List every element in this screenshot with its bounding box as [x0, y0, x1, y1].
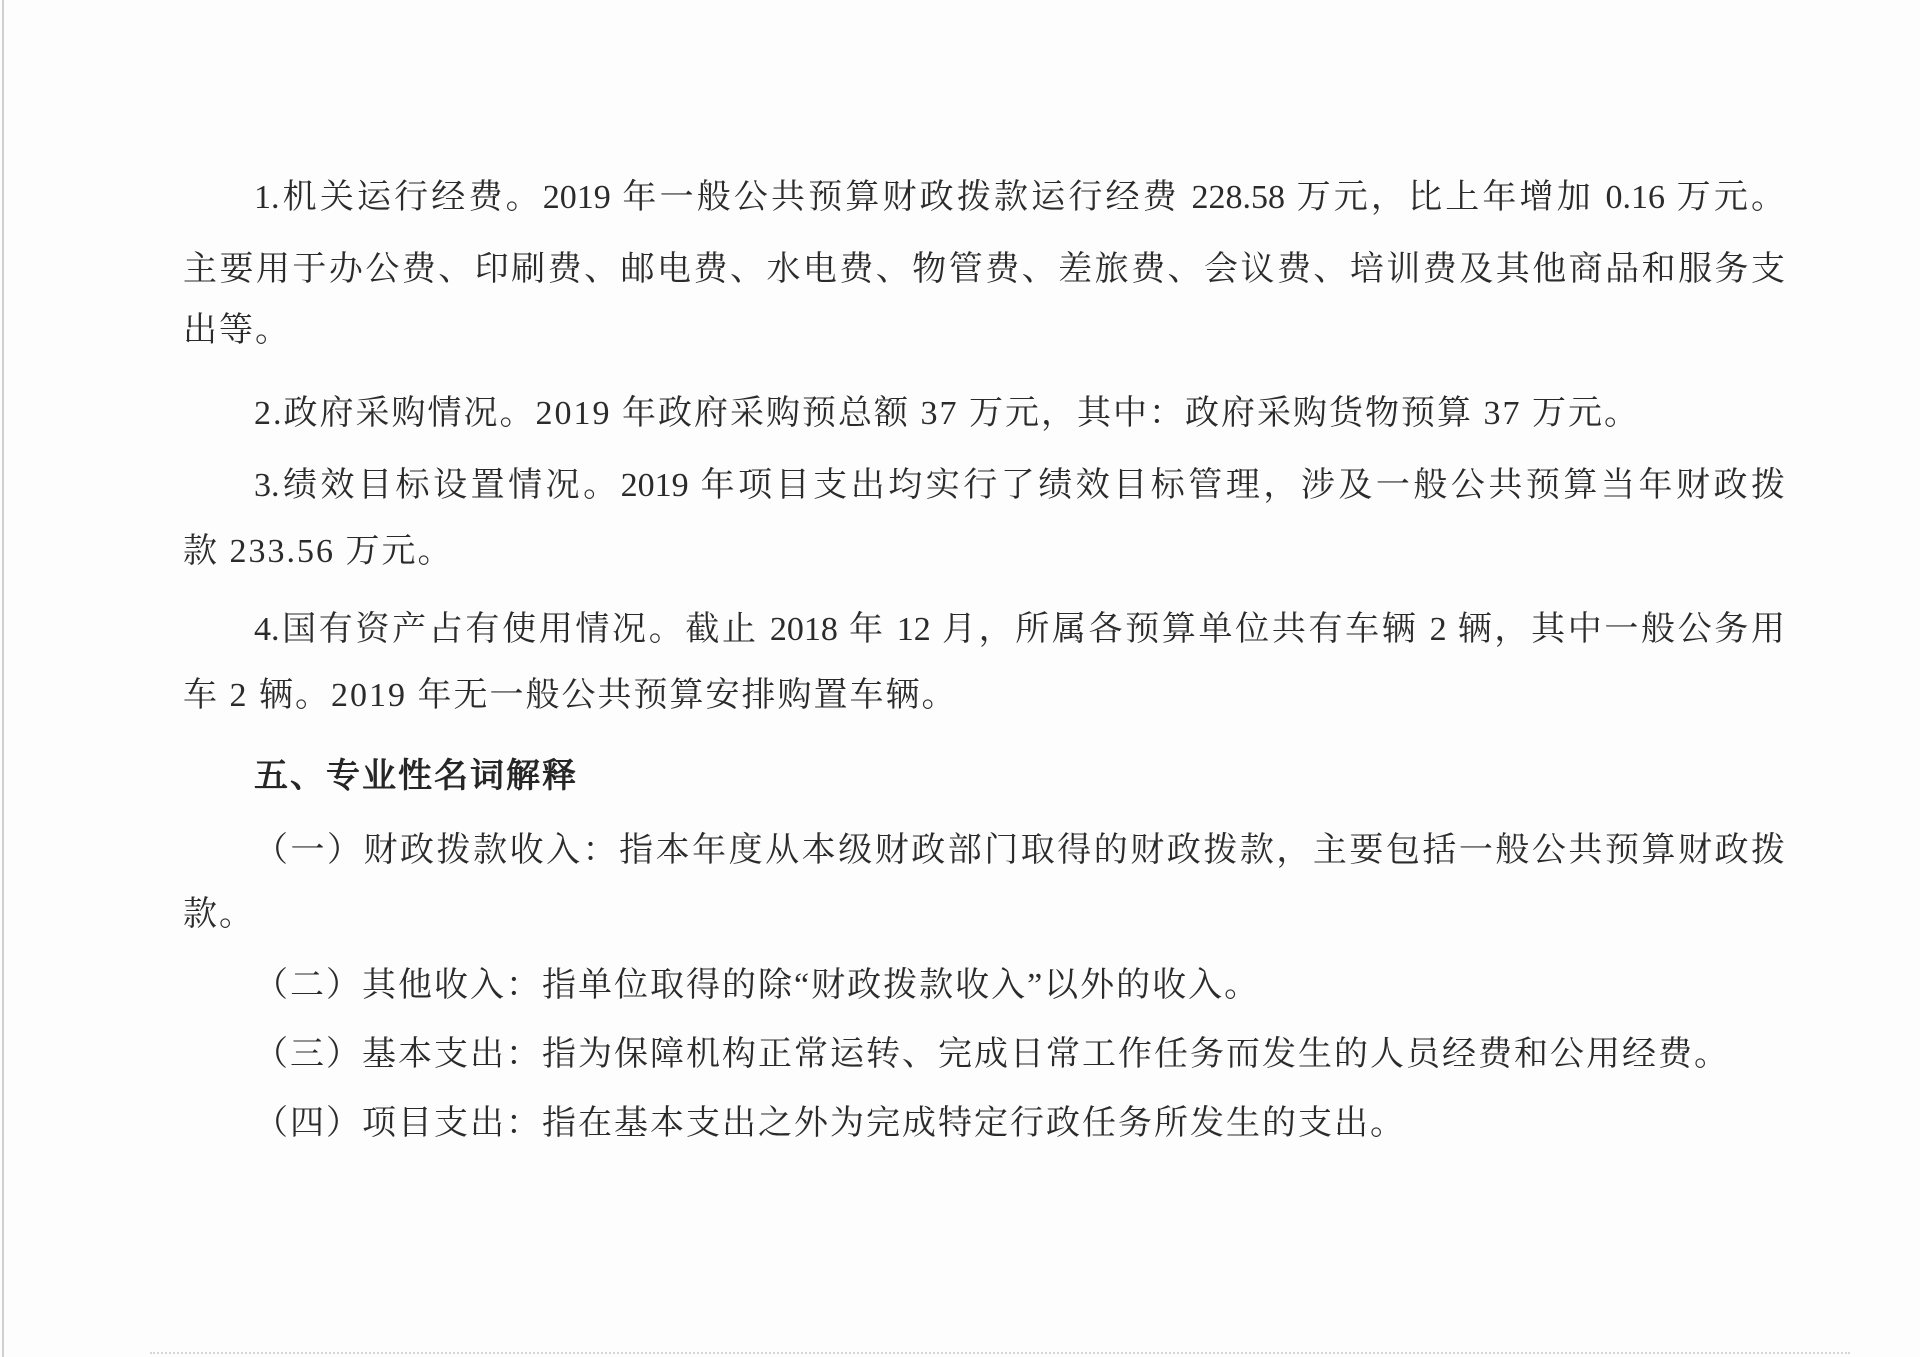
- paragraph-line: （三）基本支出：指为保障机构正常运转、完成日常工作任务而发生的人员经费和公用经费。: [254, 1036, 1730, 1073]
- scan-left-edge: [2, 0, 4, 1357]
- paragraph-line: （四）项目支出：指在基本支出之外为完成特定行政任务所发生的支出。: [254, 1105, 1406, 1142]
- paragraph-line: 款。: [183, 896, 255, 933]
- paragraph-line: 款 233.56 万元。: [183, 533, 454, 570]
- paragraph-line: 主要用于办公费、印刷费、邮电费、水电费、物管费、差旅费、会议费、培训费及其他商品和服务支: [183, 251, 1785, 288]
- scan-bottom-edge: [150, 1352, 1850, 1354]
- paragraph-line: 出等。: [183, 312, 291, 349]
- paragraph-line: 4.国有资产占有使用情况。截止 2018 年 12 月，所属各预算单位共有车辆 2 辆，其中一般公务用: [254, 611, 1785, 648]
- paragraph-line: 3.绩效目标设置情况。2019 年项目支出均实行了绩效目标管理，涉及一般公共预算当年财政拨: [254, 467, 1785, 504]
- paragraph-line: 车 2 辆。2019 年无一般公共预算安排购置车辆。: [183, 677, 958, 714]
- paragraph-line: （二）其他收入：指单位取得的除“财政拨款收入”以外的收入。: [254, 967, 1261, 1004]
- paragraph-line: 2.政府采购情况。2019 年政府采购预总额 37 万元，其中：政府采购货物预算 37 万元。: [254, 395, 1640, 432]
- section-heading: 五、专业性名词解释: [254, 756, 578, 796]
- paragraph-line: 1.机关运行经费。2019 年一般公共预算财政拨款运行经费 228.58 万元，比上年增加 0.16 万元。: [254, 179, 1785, 216]
- paragraph-line: （一）财政拨款收入：指本年度从本级财政部门取得的财政拨款，主要包括一般公共预算财政拨: [254, 832, 1785, 869]
